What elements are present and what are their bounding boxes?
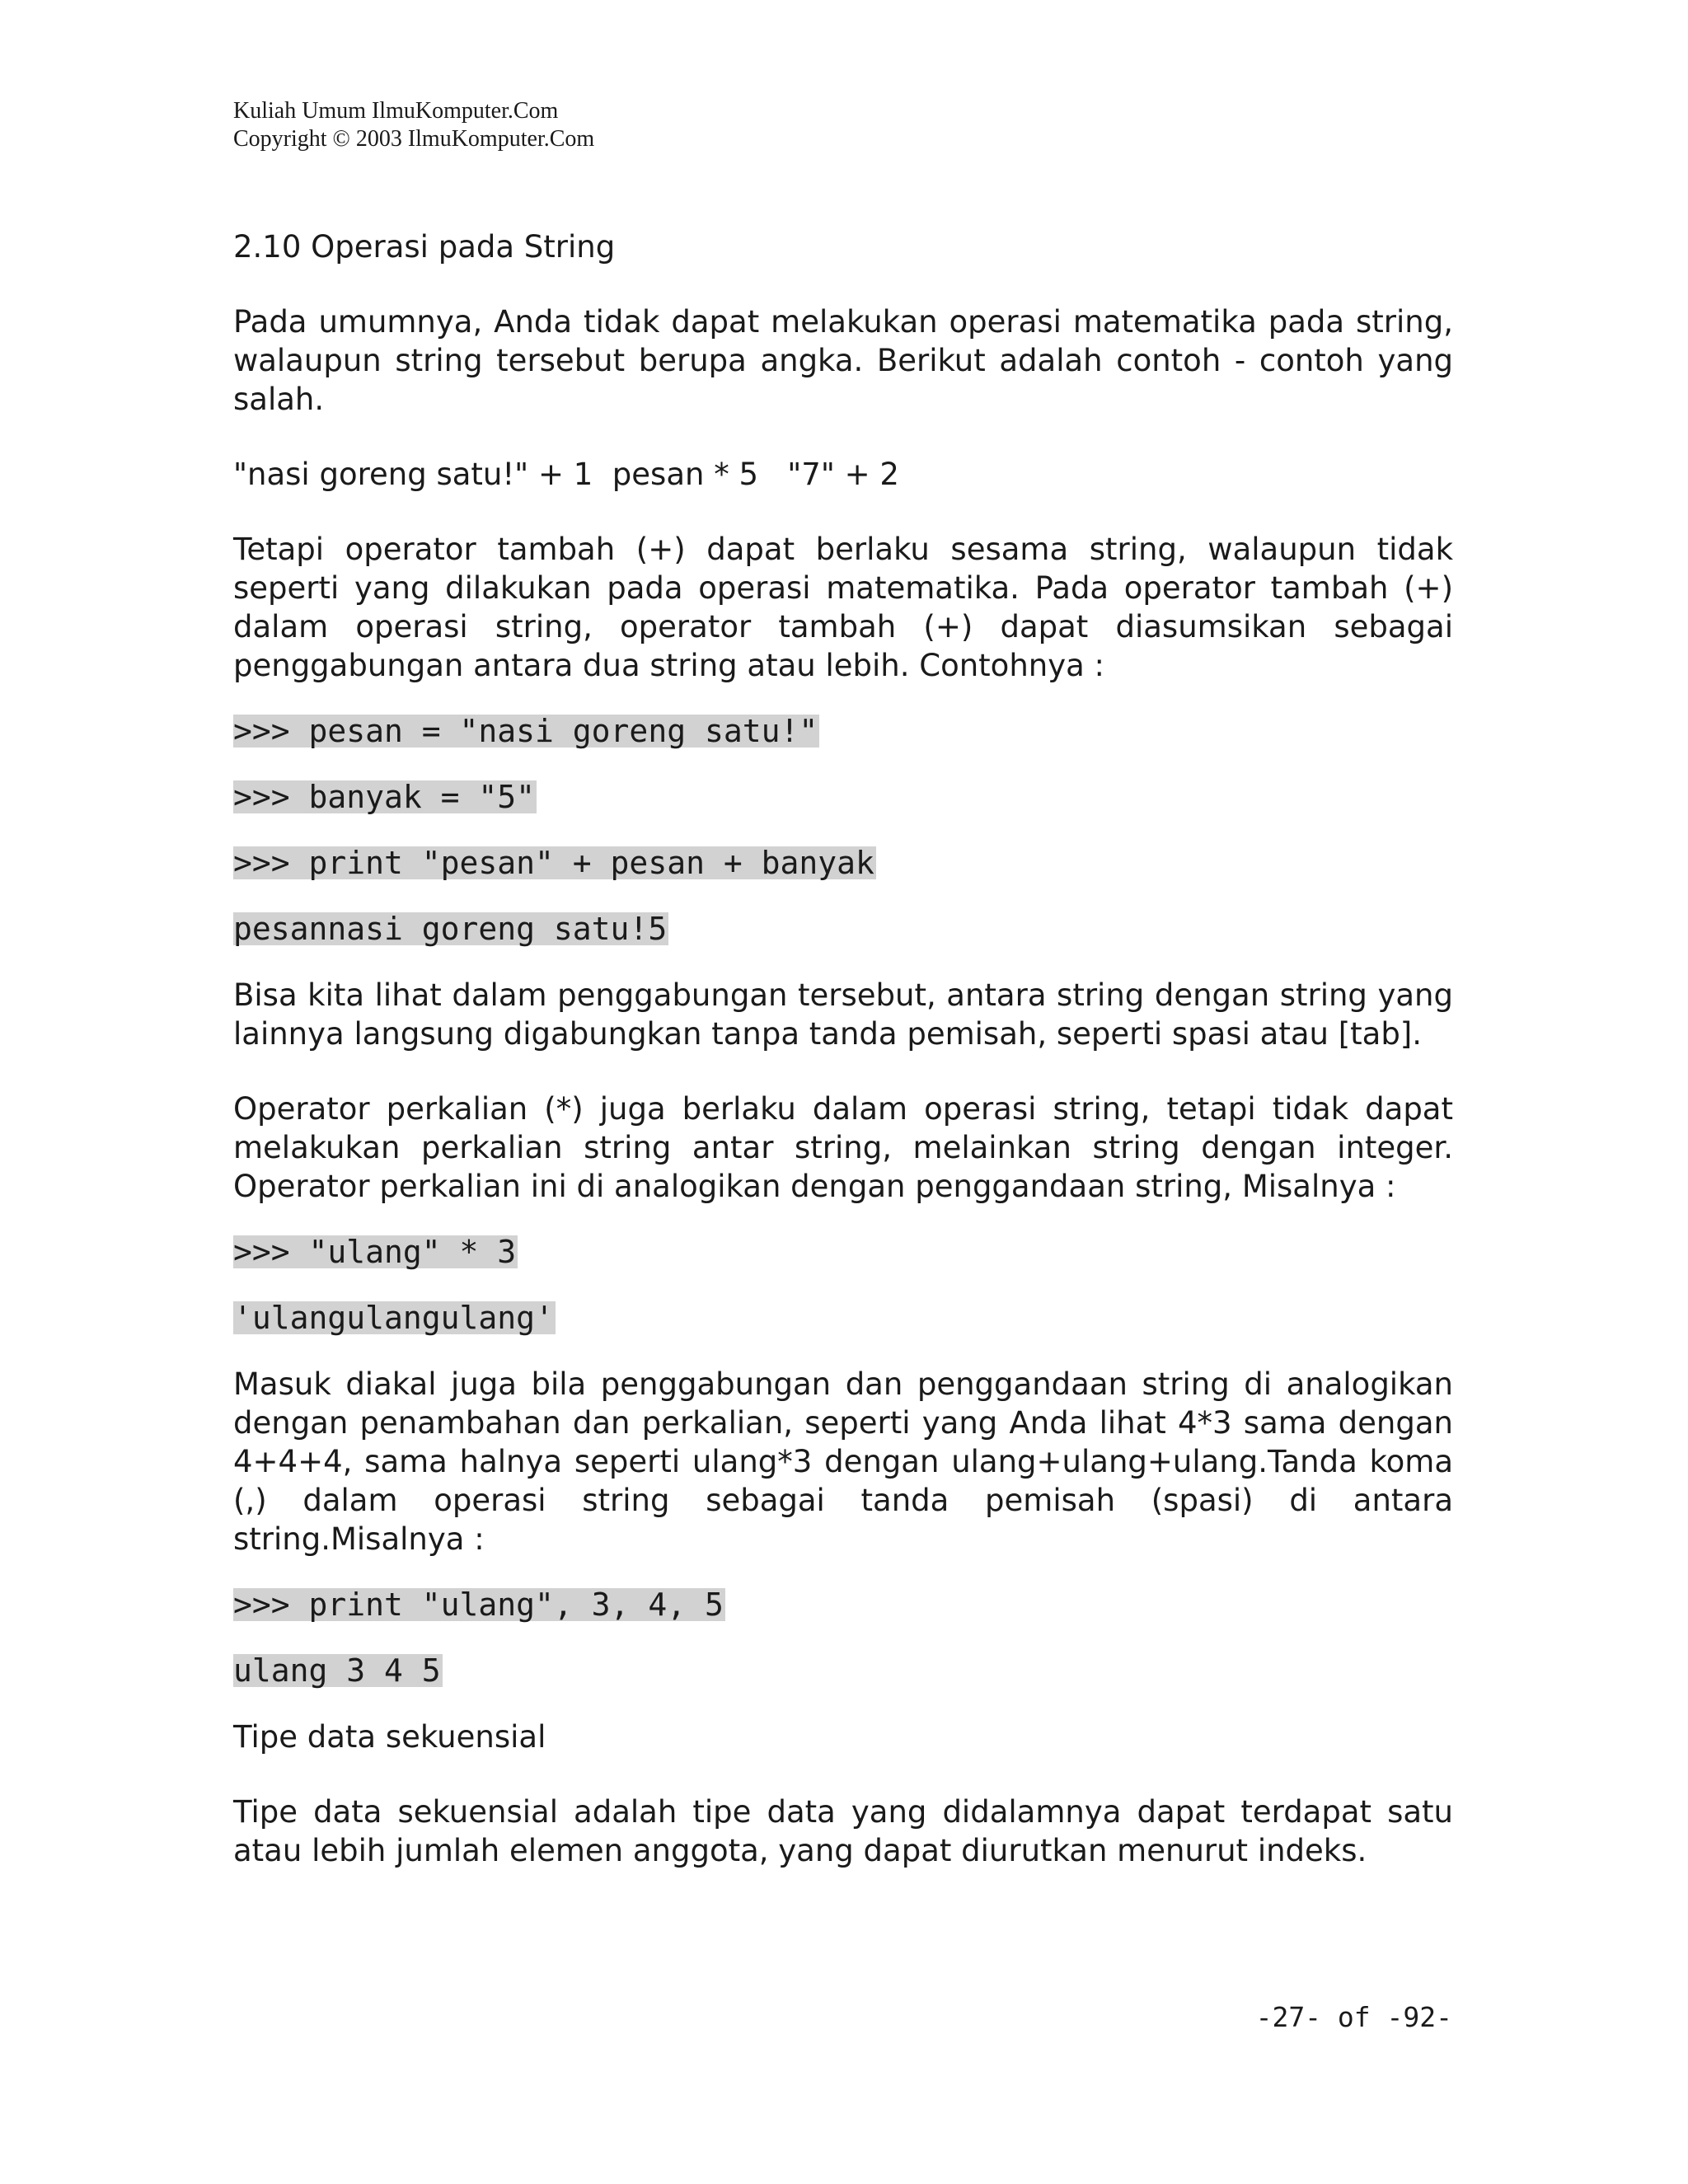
paragraph-concatenation: Bisa kita lihat dalam penggabungan tersebut, antara string dengan string yang lainnya langsung digabungkan tanpa tanda pemisah, seperti spasi atau [tab]. [233,977,1453,1052]
paragraph-intro: Pada umumnya, Anda tidak dapat melakukan operasi matematika pada string, walaupun string tersebut berupa angka. Berikut adalah contoh - contoh yang salah. [233,304,1453,417]
code-output [233,1299,1453,1338]
section-title: 2.10 Operasi pada String [233,229,616,265]
code-line [233,844,1453,883]
code-text: pesannasi goreng satu!5 [233,911,668,947]
code-line [233,1233,1453,1272]
header-line-2: Copyright © 2003 IlmuKomputer.Com [233,126,595,152]
page-header [233,97,594,153]
wrong-examples: "nasi goreng satu!" + 1 pesan * 5 "7" + 2 [233,457,899,492]
paragraph-analogy: Masuk diakal juga bila penggabungan dan penggandaan string di analogikan dengan penambahan dan perkalian, seperti yang Anda lihat 4*3 sama dengan 4+4+4, sama halnya seperti ulang*3 dengan ulang+ulang+ulang.Tanda koma (,) dalam operasi string sebagai tanda pemisah (spasi) di antara string.Misalnya : [233,1366,1453,1557]
page-content [233,227,1453,1870]
page-number: -27- of -92- [1255,2001,1452,2033]
paragraph-multiply-operator: Operator perkalian (*) juga berlaku dalam operasi string, tetapi tidak dapat melakukan perkalian string antar string, melainkan string dengan integer. Operator perkalian ini di analogikan dengan penggandaan string, Misalnya : [233,1091,1453,1204]
code-line [233,712,1453,751]
paragraph-plus-operator: Tetapi operator tambah (+) dapat berlaku sesama string, walaupun tidak seperti yang dilakukan pada operasi matematika. Pada operator tambah (+) dalam operasi string, operator tambah (+) dapat diasumsikan sebagai penggabungan antara dua string atau lebih. Contohnya : [233,532,1453,683]
code-output [233,910,1453,949]
code-text: >>> "ulang" * 3 [233,1234,517,1270]
paragraph-sequential: Tipe data sekuensial adalah tipe data yang didalamnya dapat terdapat satu atau lebih jumlah elemen anggota, yang dapat diurutkan menurut indeks. [233,1794,1453,1868]
code-line [233,778,1453,817]
code-line [233,1586,1453,1624]
code-output [233,1652,1453,1690]
code-text: >>> pesan = "nasi goreng satu!" [233,713,818,749]
code-text: >>> print "ulang", 3, 4, 5 [233,1586,724,1623]
code-text: >>> print "pesan" + pesan + banyak [233,845,874,881]
code-text: >>> banyak = "5" [233,779,536,815]
header-line-1: Kuliah Umum IlmuKomputer.Com [233,98,559,124]
subheading-sequential: Tipe data sekuensial [233,1719,546,1755]
code-text: 'ulangulangulang' [233,1300,554,1336]
code-text: ulang 3 4 5 [233,1652,441,1689]
